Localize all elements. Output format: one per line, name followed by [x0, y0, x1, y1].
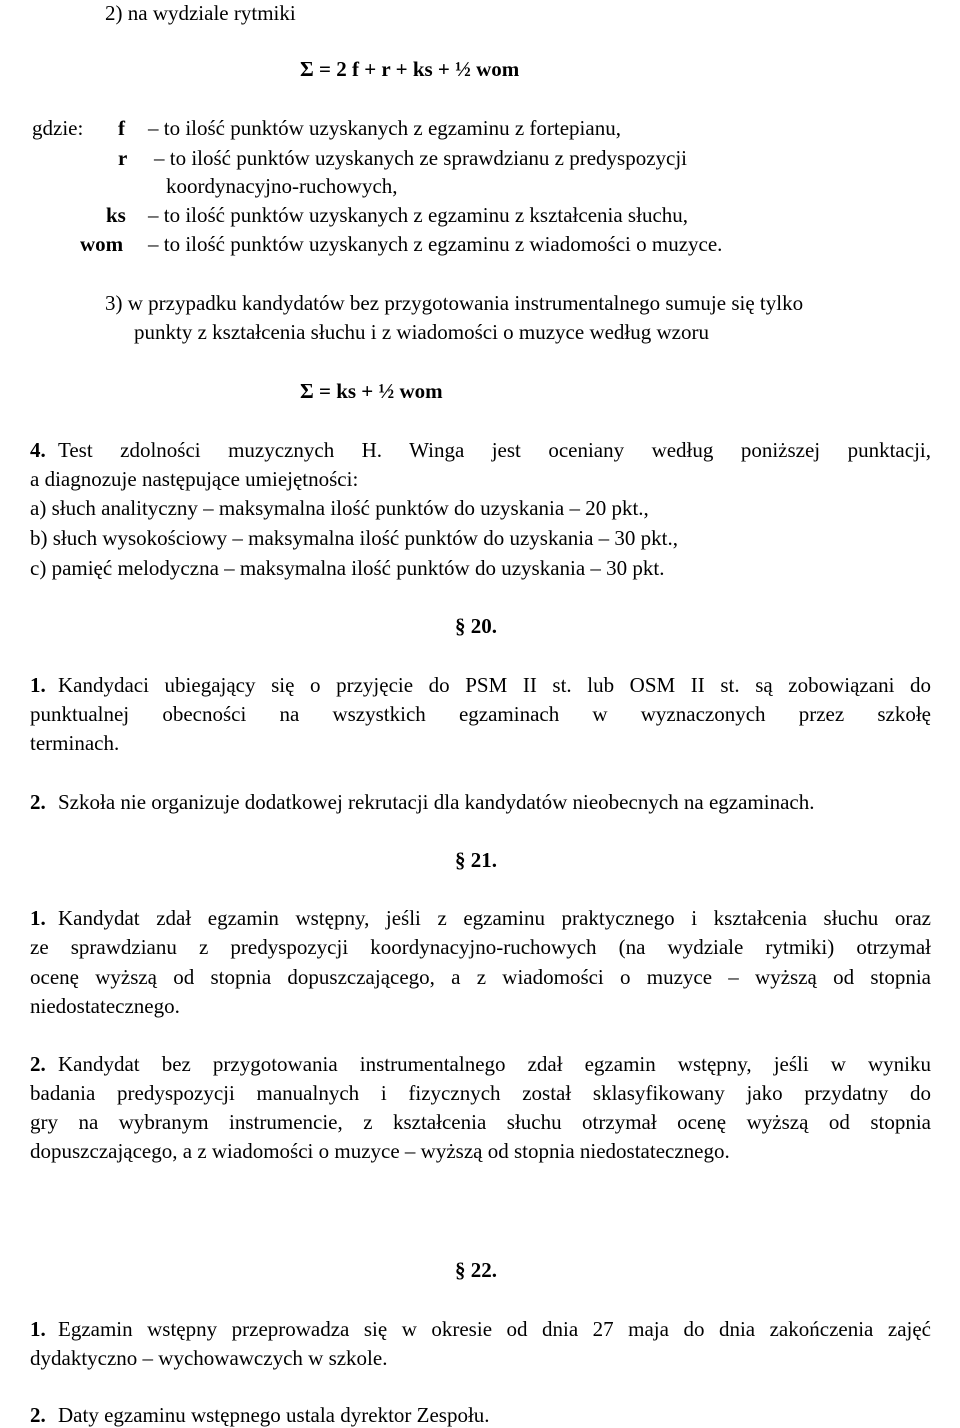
s22-2-number: 2. [30, 1403, 46, 1427]
def-symbol-f: f [118, 116, 125, 140]
def-text-f: – to ilość punktów uzyskanych z egzaminu z fortepianu, [148, 116, 621, 140]
s22-1-number: 1. [30, 1317, 46, 1341]
section-22-heading [455, 1257, 497, 1283]
s21-2-number: 2. [30, 1052, 46, 1076]
def-text-r-cont: koordynacyjno-ruchowych, [166, 174, 398, 198]
def-text-wom: – to ilość punktów uzyskanych z egzaminu z wiadomości o muzyce. [148, 232, 723, 256]
s20-2-line1: Szkoła nie organizuje dodatkowej rekrutacji dla kandydatów nieobecnych na egzaminach. [58, 790, 815, 814]
p4-item-b: b) słuch wysokościowy – maksymalna ilość punktów do uzyskania – 30 pkt., [30, 526, 679, 550]
def-text-ks: – to ilość punktów uzyskanych z egzaminu z kształcenia słuchu, [148, 203, 689, 227]
item3-line2: punkty z kształcenia słuchu i z wiadomości o muzyce według wzoru [134, 320, 709, 344]
section-mark: § [455, 1258, 466, 1282]
section-number: 21. [470, 848, 497, 872]
s21-1-line4: niedostatecznego. [30, 994, 180, 1018]
s21-2-line4: dopuszczającego, a z wiadomości o muzyce – wyższą od stopnia niedostatecznego. [30, 1139, 730, 1163]
p4-line1: Test zdolności muzycznych H. Winga jest oceniany według poniższej punktacji, [58, 438, 931, 462]
def-text-r: – to ilość punktów uzyskanych ze sprawdzianu z predyspozycji [154, 146, 688, 170]
p4-item-a: a) słuch analityczny – maksymalna ilość punktów do uzyskania – 20 pkt., [30, 496, 649, 520]
s21-2-line3: gry na wybranym instrumencie, z kształcenia słuchu otrzymał ocenę wyższą od stopnia [30, 1110, 931, 1134]
s20-1-line2: punktualnej obecności na wszystkich egzaminach w wyznaczonych przez szkołę [30, 702, 931, 726]
section-20-heading [455, 613, 497, 639]
s22-1-line1: Egzamin wstępny przeprowadza się w okresie od dnia 27 maja do dnia zakończenia zajęć [58, 1317, 931, 1341]
s21-1-line1: Kandydat zdał egzamin wstępny, jeśli z egzaminu praktycznego i kształcenia słuchu oraz [58, 906, 931, 930]
section-number: 20. [470, 614, 497, 638]
def-symbol-wom: wom [80, 232, 124, 256]
section-number: 22. [470, 1258, 497, 1282]
s20-1-line3: terminach. [30, 731, 120, 755]
s21-2-line2: badania predyspozycji manualnych i fizycznych został sklasyfikowany jako przydatny do [30, 1081, 931, 1105]
heading-rytmika: 2) na wydziale rytmiki [105, 1, 296, 25]
section-mark: § [455, 614, 466, 638]
item3-line1: 3) w przypadku kandydatów bez przygotowania instrumentalnego sumuje się tylko [105, 291, 804, 315]
def-symbol-ks: ks [106, 203, 126, 227]
s20-2-number: 2. [30, 790, 46, 814]
p4-item-c: c) pamięć melodyczna – maksymalna ilość punktów do uzyskania – 30 pkt. [30, 556, 665, 580]
s21-1-line3: ocenę wyższą od stopnia dopuszczającego, a z wiadomości o muzyce – wyższą od stopnia [30, 965, 931, 989]
s22-1-line2: dydaktyczno – wychowawczych w szkole. [30, 1346, 388, 1370]
where-label: gdzie: [32, 116, 84, 140]
formula-no-instrument: Σ = ks + ½ wom [300, 379, 443, 403]
s20-1-line1: Kandydaci ubiegający się o przyjęcie do PSM II st. lub OSM II st. są zobowiązani do [58, 673, 931, 697]
p4-line2: a diagnozuje następujące umiejętności: [30, 467, 359, 491]
section-21-heading [455, 847, 497, 873]
def-symbol-r: r [118, 146, 128, 170]
s21-1-number: 1. [30, 906, 46, 930]
s21-2-line1: Kandydat bez przygotowania instrumentalnego zdał egzamin wstępny, jeśli w wyniku [58, 1052, 931, 1076]
s20-1-number: 1. [30, 673, 46, 697]
s21-1-line2: ze sprawdzianu z predyspozycji koordynacyjno-ruchowych (na wydziale rytmiki) otrzymał [30, 935, 931, 959]
section-mark: § [455, 848, 466, 872]
s22-2-line1: Daty egzaminu wstępnego ustala dyrektor Zespołu. [58, 1403, 490, 1427]
formula-rytmika: Σ = 2 f + r + ks + ½ wom [300, 57, 520, 81]
p4-number: 4. [30, 438, 46, 462]
